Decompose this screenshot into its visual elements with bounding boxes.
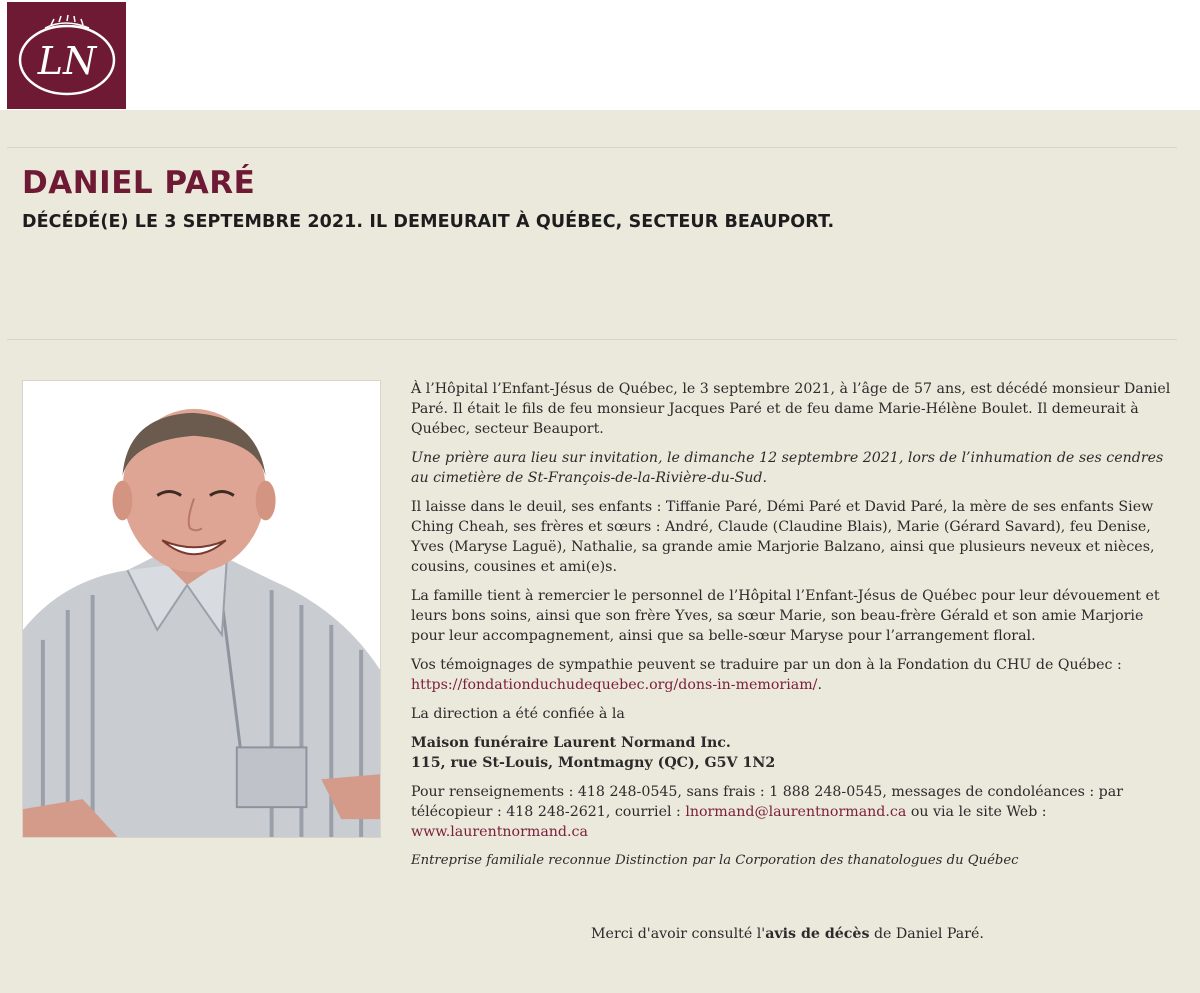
- page-title: DANIEL PARÉ: [22, 165, 256, 201]
- funeral-home-block: [411, 733, 1171, 773]
- thanks-paragraph: La famille tient à remercier le personnel de l’Hôpital l’Enfant-Jésus de Québec pour leur dévouement et leurs bons soins, ainsi que son frère Yves, sa sœur Marie, son beau-frère Gérald et son amie Marjorie pour leur accompagnement, ainsi que sa belle-sœur Maryse pour l’arrangement floral.: [411, 588, 1160, 644]
- footer-text-after: de Daniel Paré.: [869, 926, 984, 942]
- contact-mid: ou via le site Web :: [910, 804, 1047, 820]
- svg-text:LN: LN: [37, 38, 96, 83]
- website-link[interactable]: www.laurentnormand.ca: [411, 824, 588, 840]
- logo[interactable]: [7, 2, 126, 109]
- divider: [7, 147, 1177, 148]
- distinction-text: Entreprise familiale reconnue Distinction par la Corporation des thanatologues du Québec: [411, 853, 1019, 868]
- obituary-text: [411, 379, 1171, 880]
- donation-link[interactable]: https://fondationduchudequebec.org/dons-in-memoriam/: [411, 677, 818, 693]
- contact-text: Pour renseignements : 418 248-0545, sans frais : 1 888 248-0545, messages de condoléances : par télécopieur : 418 248-2621, courriel :: [411, 784, 1123, 820]
- ln-monogram-icon: [15, 8, 119, 104]
- donation-paragraph: [411, 655, 1171, 695]
- funeral-home-name: Maison funéraire Laurent Normand Inc.: [411, 735, 731, 751]
- direction-text: La direction a été confiée à la: [411, 706, 625, 722]
- death-subtitle: DÉCÉDÉ(E) LE 3 SEPTEMBRE 2021. IL DEMEURAIT À QUÉBEC, SECTEUR BEAUPORT.: [22, 212, 835, 232]
- footer-message: [0, 926, 1200, 942]
- obituary-paragraph: À l’Hôpital l’Enfant-Jésus de Québec, le 3 septembre 2021, à l’âge de 57 ans, est décédé monsieur Daniel Paré. Il était le fils de feu monsieur Jacques Paré et de feu dame Marie-Hélène Boulet. Il demeurait à Québec, secteur Beauport.: [411, 381, 1171, 437]
- site-header: [0, 0, 1200, 110]
- portrait-photo: [22, 380, 381, 838]
- email-link[interactable]: lnormand@laurentnormand.ca: [685, 804, 907, 820]
- family-paragraph: Il laisse dans le deuil, ses enfants : Tiffanie Paré, Démi Paré et David Paré, la mère de ses enfants Siew Ching Cheah, ses frères et sœurs : André, Claude (Claudine Blais), Marie (Gérard Savard), feu Denise, Yves (Maryse Laguë), Nathalie, sa grande amie Marjorie Balzano, ainsi que plusieurs neveux et nièces, cousins, cousines et ami(e)s.: [411, 499, 1155, 575]
- donation-end: .: [817, 677, 822, 693]
- prayer-paragraph: Une prière aura lieu sur invitation, le dimanche 12 septembre 2021, lors de l’inhumation de ses cendres au cimetière de St-François-de-la-Rivière-du-Sud.: [411, 450, 1164, 486]
- footer-text-before: Merci d'avoir consulté l': [591, 926, 766, 942]
- footer-bold: avis de décès: [765, 926, 870, 942]
- contact-paragraph: [411, 782, 1171, 842]
- funeral-home-address: 115, rue St-Louis, Montmagny (QC), G5V 1N2: [411, 755, 776, 771]
- divider: [7, 339, 1177, 340]
- donation-text: Vos témoignages de sympathie peuvent se traduire par un don à la Fondation du CHU de Québec :: [411, 657, 1122, 673]
